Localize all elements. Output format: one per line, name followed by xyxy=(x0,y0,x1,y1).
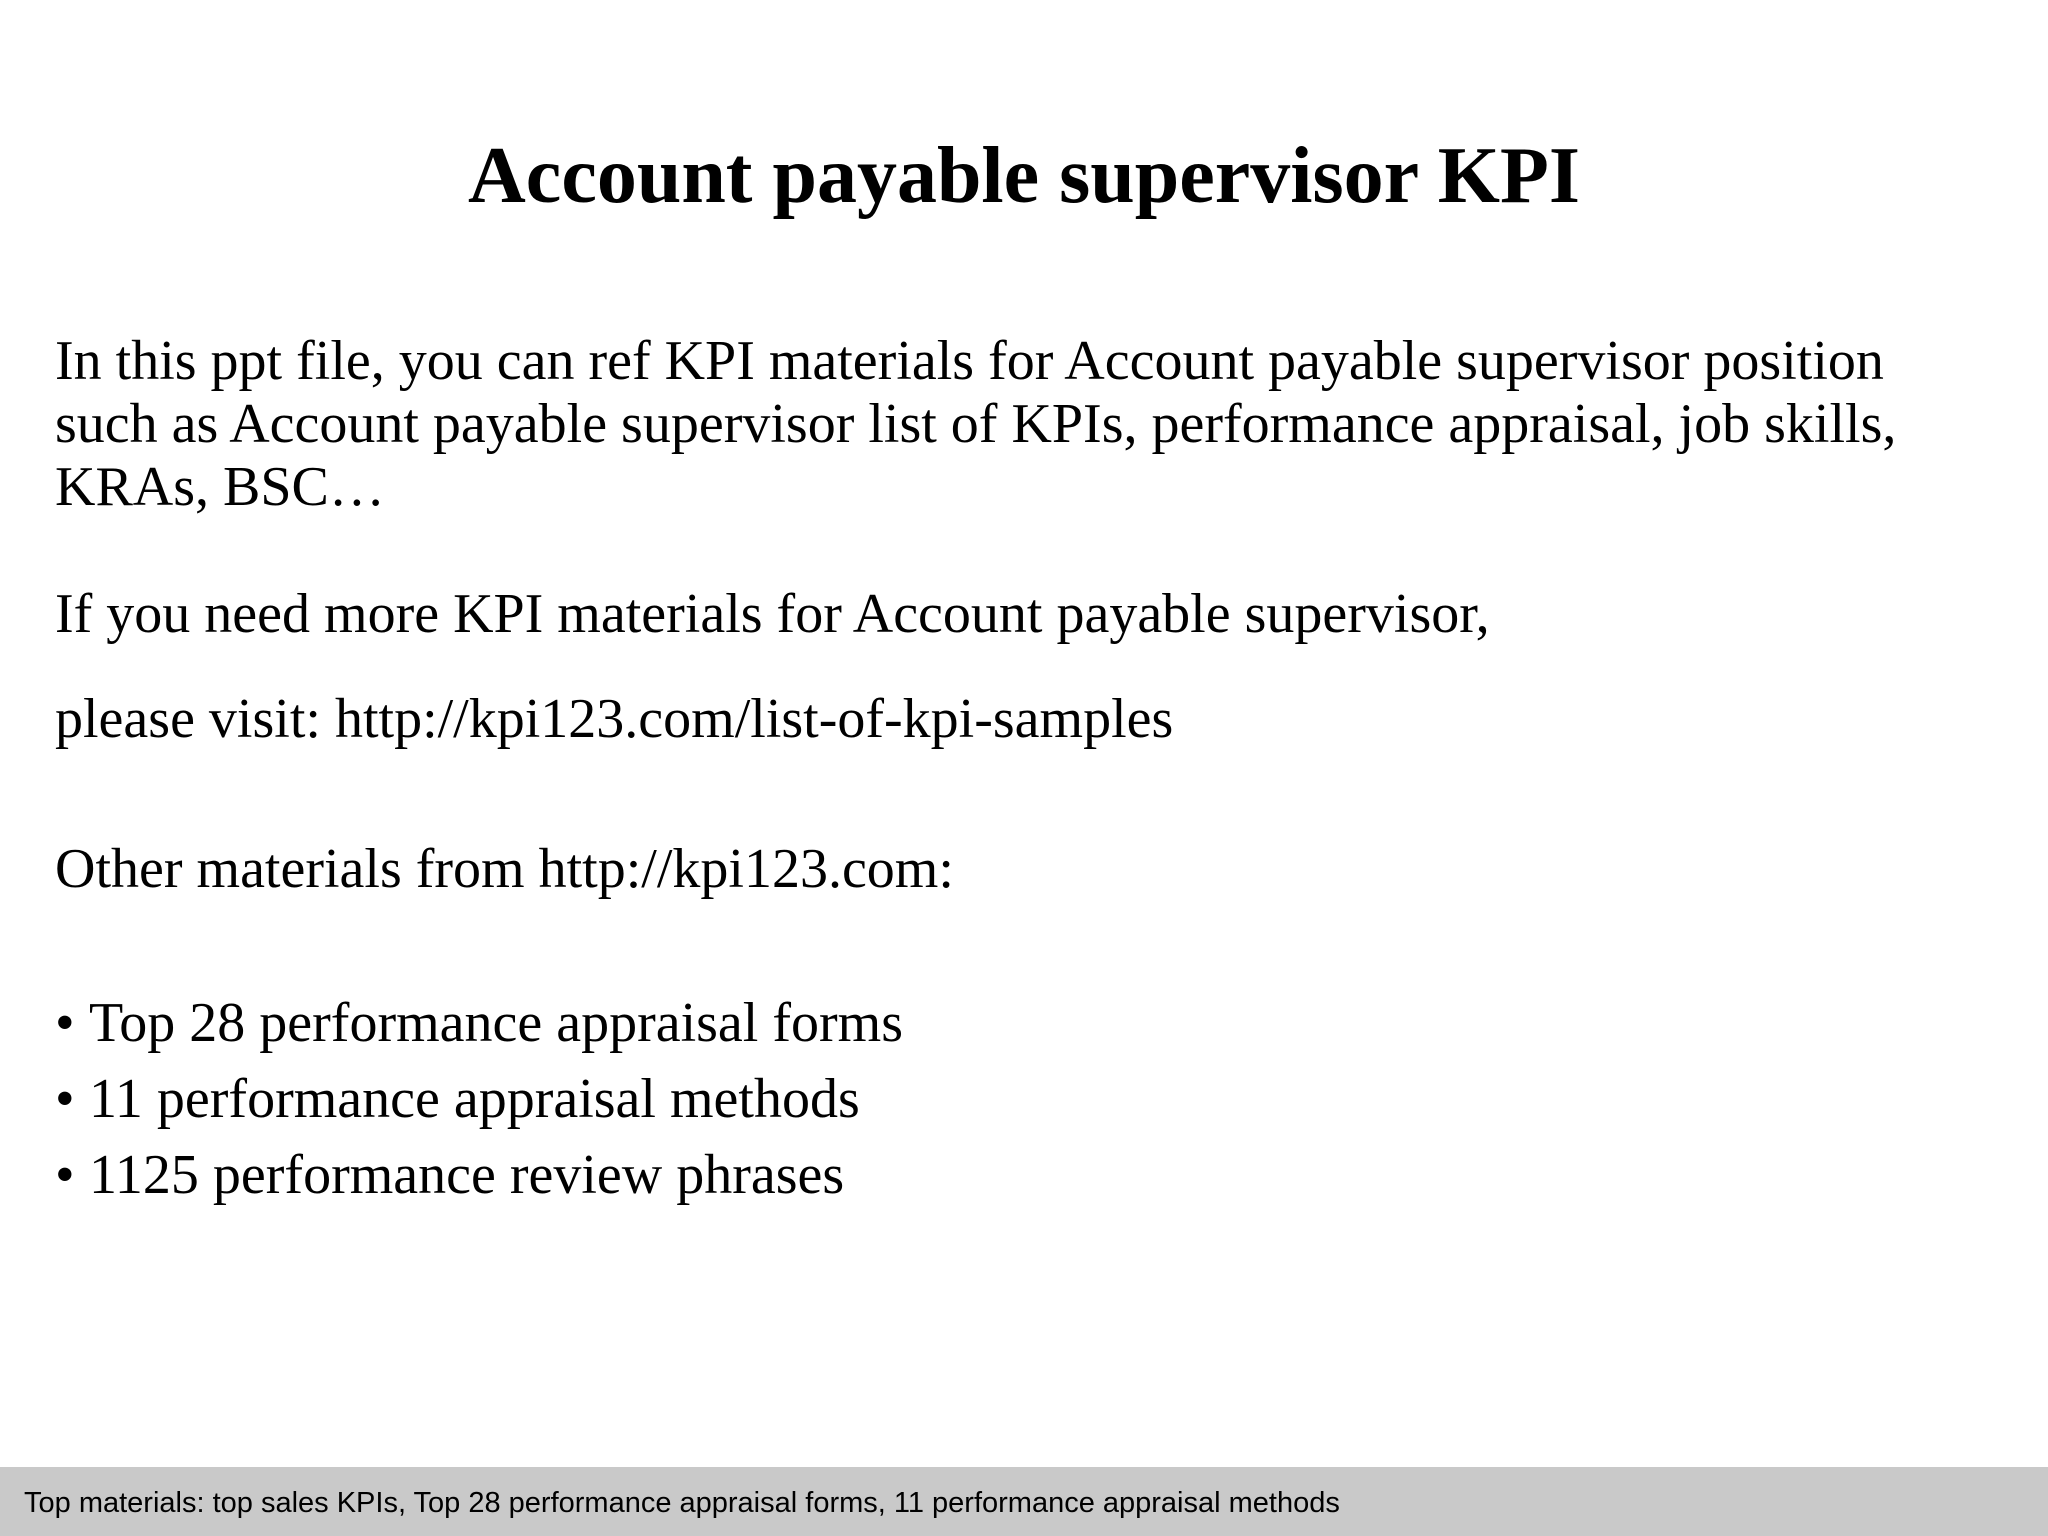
list-item-label: 1125 performance review phrases xyxy=(89,1144,845,1206)
list-item xyxy=(55,985,903,1061)
list-item-label: 11 performance appraisal methods xyxy=(89,1068,860,1130)
list-item xyxy=(55,1137,903,1213)
bullet-icon: • xyxy=(55,1068,75,1130)
list-item-label: Top 28 performance appraisal forms xyxy=(89,992,903,1054)
footer-text: Top materials: top sales KPIs, Top 28 performance appraisal forms, 11 performance appraisal methods xyxy=(24,1487,1340,1519)
list-item xyxy=(55,1061,903,1137)
slide-title: Account payable supervisor KPI xyxy=(468,132,1580,220)
footer-bar xyxy=(0,1467,2048,1536)
need-more-text: If you need more KPI materials for Account payable supervisor, xyxy=(55,583,1490,645)
other-materials-heading: Other materials from http://kpi123.com: xyxy=(55,838,954,900)
materials-list xyxy=(55,985,903,1213)
visit-link-text: please visit: http://kpi123.com/list-of-kpi-samples xyxy=(55,688,1174,750)
bullet-icon: • xyxy=(55,992,75,1054)
bullet-icon: • xyxy=(55,1144,75,1206)
intro-paragraph: In this ppt file, you can ref KPI materials for Account payable supervisor position such as Account payable supervisor list of KPIs, performance appraisal, job skills, KRAs, BSC… xyxy=(55,330,1897,518)
